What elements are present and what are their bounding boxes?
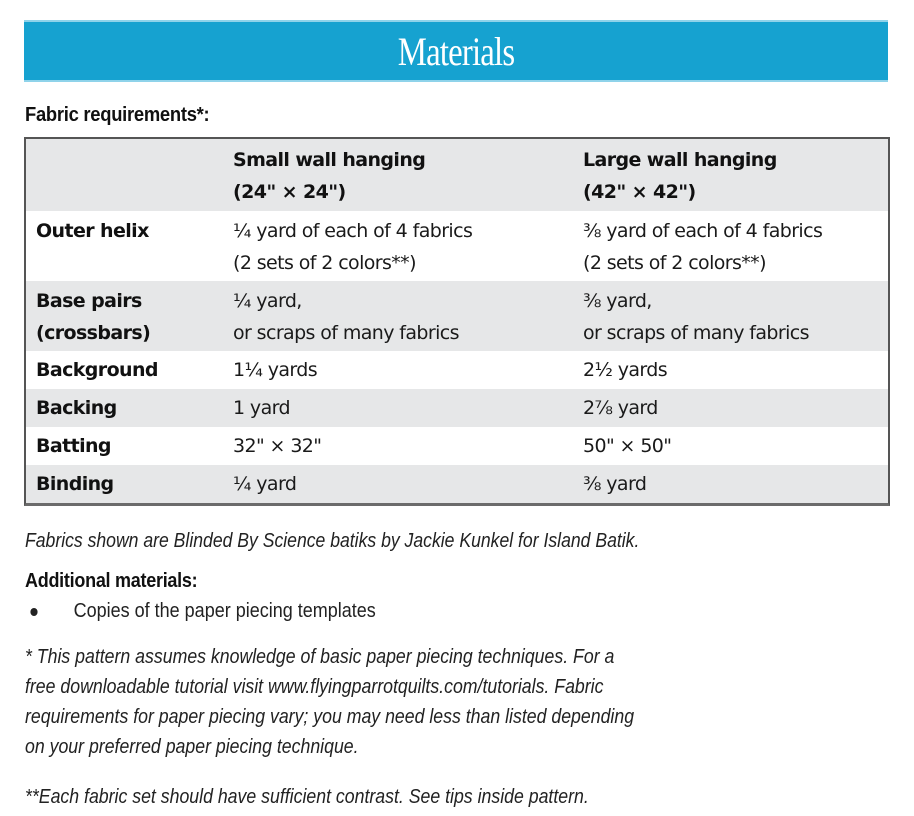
footnote-line: free downloadable tutorial visit www.flyingparrotquilts.com/tutorials. Fabric (25, 676, 604, 698)
table-row-binding (26, 465, 888, 503)
fabrics-shown-note: Fabrics shown are Blinded By Science batiks by Jackie Kunkel for Island Batik. (25, 530, 640, 552)
row-label: Backing (36, 397, 117, 419)
additional-materials-heading: Additional materials: (25, 570, 198, 592)
small-cell: 1¼ yards (233, 359, 318, 381)
footnote-contrast: **Each fabric set should have sufficient contrast. See tips inside pattern. (25, 786, 589, 808)
list-item (25, 600, 376, 623)
footnote-line: requirements for paper piecing vary; you may need less than listed depending (25, 706, 635, 728)
table-row-batting (26, 427, 888, 465)
small-cell: ¼ yard (233, 473, 297, 495)
large-cell: 50" × 50" (583, 435, 672, 457)
header-small-title: Small wall hanging (233, 149, 426, 171)
large-cell: 2½ yards (583, 359, 668, 381)
large-cell-line1: ⅜ yard, (583, 290, 652, 312)
small-cell (221, 211, 571, 281)
small-cell: 32" × 32" (233, 435, 322, 457)
footnote-line: * This pattern assumes knowledge of basic paper piecing techniques. For a (25, 646, 615, 668)
table-row-backing (26, 389, 888, 427)
row-label: Batting (36, 435, 111, 457)
header-large-wall-hanging (571, 139, 888, 211)
row-label: Background (36, 359, 158, 381)
large-cell: ⅜ yard (583, 473, 647, 495)
header-label-cell (26, 139, 221, 211)
large-cell-line2: or scraps of many fabrics (583, 322, 809, 344)
small-cell: 1 yard (233, 397, 290, 419)
row-label-text: Base pairs (36, 290, 142, 312)
footnote-line: on your preferred paper piecing technique. (25, 736, 359, 758)
small-cell-line1: ¼ yard, (233, 290, 302, 312)
small-cell-line2: or scraps of many fabrics (233, 322, 459, 344)
row-label-subtext: (crossbars) (36, 322, 151, 344)
row-label (26, 211, 221, 281)
table-header-row (26, 139, 888, 211)
materials-banner (24, 20, 888, 82)
bullet-icon (30, 608, 37, 616)
fabric-requirements-table (24, 137, 890, 506)
table-row-background (26, 351, 888, 389)
additional-materials-list (25, 600, 415, 623)
large-cell-line2: (2 sets of 2 colors**) (583, 252, 766, 274)
page-title: Materials (397, 29, 515, 74)
footnote-paper-piecing (25, 642, 875, 762)
table-row-base-pairs (26, 281, 888, 351)
header-large-size: (42" × 42") (583, 181, 696, 203)
header-large-title: Large wall hanging (583, 149, 777, 171)
large-cell (571, 211, 888, 281)
large-cell (571, 281, 888, 351)
fabric-requirements-heading: Fabric requirements*: (25, 104, 210, 126)
large-cell-line1: ⅜ yard of each of 4 fabrics (583, 220, 823, 242)
small-cell (221, 281, 571, 351)
list-item-text: Copies of the paper piecing templates (73, 600, 376, 622)
large-cell: 2⅞ yard (583, 397, 658, 419)
row-label (26, 281, 221, 351)
row-label-text: Outer helix (36, 220, 149, 242)
header-small-size: (24" × 24") (233, 181, 346, 203)
table-row-outer-helix (26, 211, 888, 281)
row-label: Binding (36, 473, 114, 495)
small-cell-line2: (2 sets of 2 colors**) (233, 252, 416, 274)
header-small-wall-hanging (221, 139, 571, 211)
small-cell-line1: ¼ yard of each of 4 fabrics (233, 220, 473, 242)
